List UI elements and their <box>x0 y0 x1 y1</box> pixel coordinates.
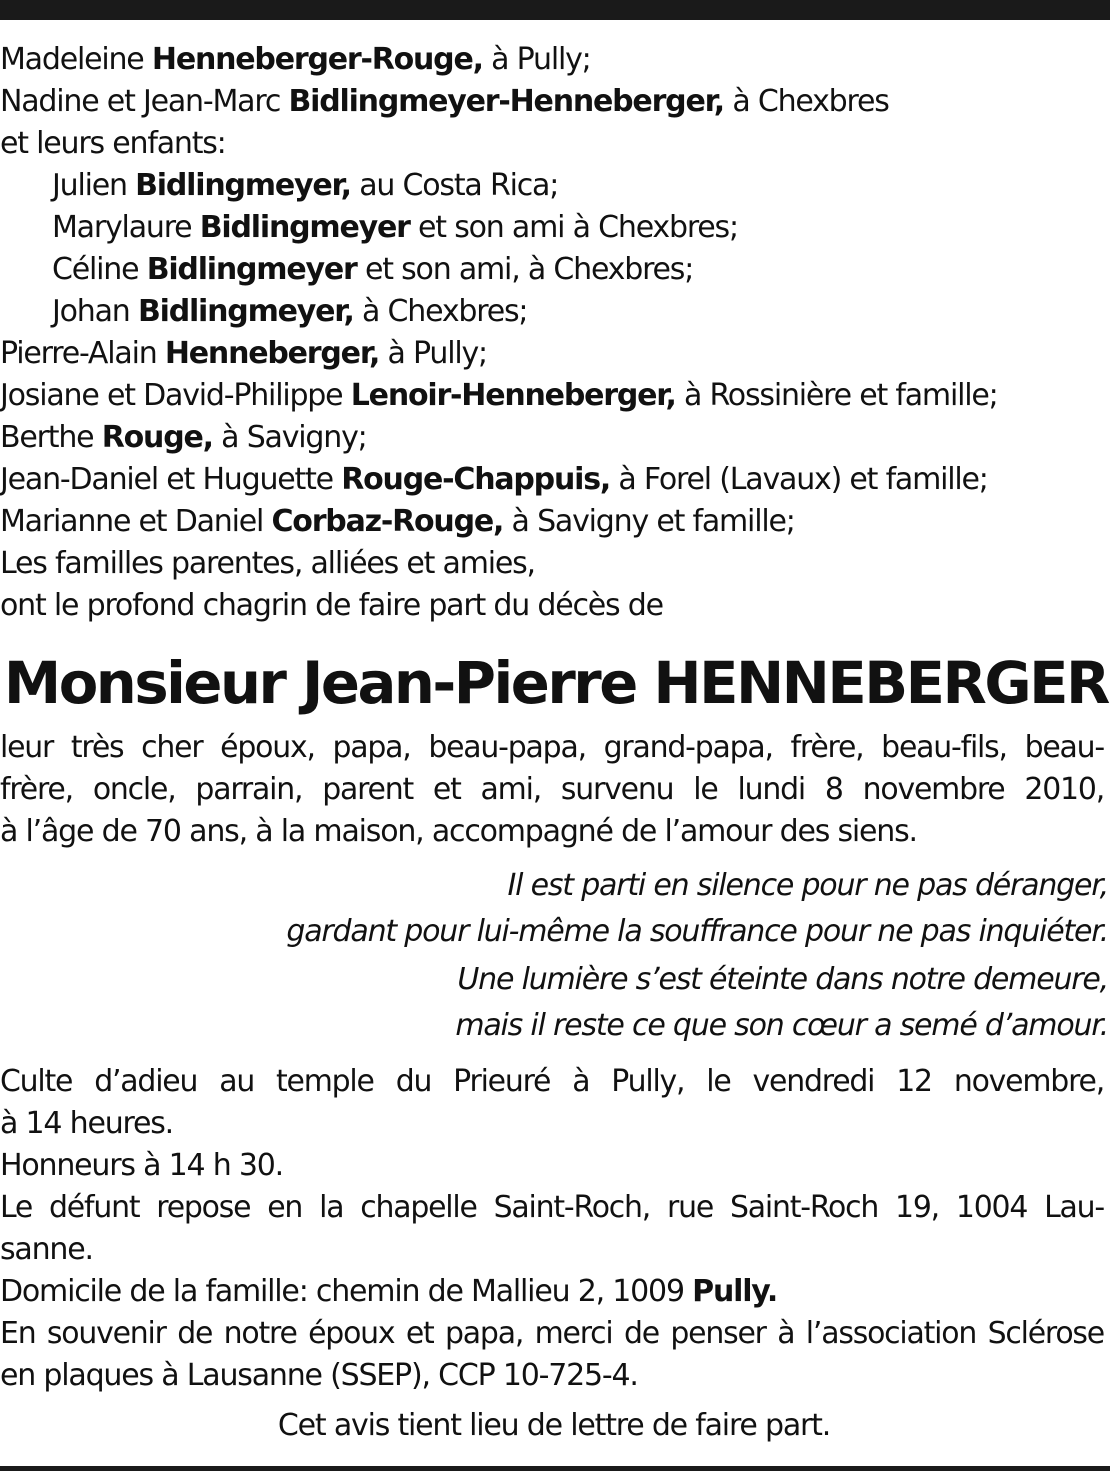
memory-line: en plaques à Lausanne (SSEP), CCP 10-725-4. <box>0 1358 638 1393</box>
honours-line: Honneurs à 14 h 30. <box>0 1148 284 1183</box>
family-list <box>0 39 1108 627</box>
poem-line: mais il reste ce que son cœur a semé d’amour. <box>455 1008 1108 1043</box>
description-line: à l’âge de 70 ans, à la maison, accompagné de l’amour des siens. <box>0 814 917 849</box>
deceased-name: Monsieur Jean-Pierre HENNEBERGER <box>3 649 1108 717</box>
poem-line: Il est parti en silence pour ne pas déranger, <box>507 868 1108 903</box>
poem-stanza <box>0 863 1108 955</box>
bottom-rule <box>0 1466 1110 1471</box>
poem-line: Une lumière s’est éteinte dans notre demeure, <box>457 962 1108 997</box>
top-rule <box>0 0 1110 20</box>
family-line: Josiane et David-Philippe Lenoir-Henneberger, à Rossinière et famille; <box>0 378 998 413</box>
family-line-child: Marylaure Bidlingmeyer et son ami à Chexbres; <box>52 210 738 245</box>
poem <box>0 863 1108 1049</box>
family-line: Madeleine Henneberger-Rouge, à Pully; <box>0 42 591 77</box>
family-line: Berthe Rouge, à Savigny; <box>0 420 367 455</box>
rest-line: Le défunt repose en la chapelle Saint-Roch, rue Saint-Roch 19, 1004 Lau- <box>0 1190 1105 1225</box>
family-line-child: Céline Bidlingmeyer et son ami, à Chexbres; <box>52 252 694 287</box>
rest-line: sanne. <box>0 1232 93 1267</box>
poem-stanza <box>0 957 1108 1049</box>
family-line: et leurs enfants: <box>0 126 226 161</box>
poem-line: gardant pour lui-même la souffrance pour ne pas inquiéter. <box>286 914 1108 949</box>
family-line: Marianne et Daniel Corbaz-Rouge, à Savigny et famille; <box>0 504 795 539</box>
service-line: Culte d’adieu au temple du Prieuré à Pully, le vendredi 12 novembre, <box>0 1064 1105 1099</box>
obituary-notice <box>0 39 1108 1447</box>
memory-line: En souvenir de notre époux et papa, merci de penser à l’association Sclérose <box>0 1316 1105 1351</box>
family-line-child: Julien Bidlingmeyer, au Costa Rica; <box>52 168 559 203</box>
family-line: Jean-Daniel et Huguette Rouge-Chappuis, à Forel (Lavaux) et famille; <box>0 462 988 497</box>
family-line: Les familles parentes, alliées et amies, <box>0 546 535 581</box>
description-line: frère, oncle, parrain, parent et ami, survenu le lundi 8 novembre 2010, <box>0 772 1105 807</box>
closing-note: Cet avis tient lieu de lettre de faire part. <box>277 1408 831 1443</box>
funeral-details <box>0 1061 1108 1397</box>
home-line: Domicile de la famille: chemin de Mallieu 2, 1009 Pully. <box>0 1274 778 1309</box>
description-line: leur très cher époux, papa, beau-papa, grand-papa, frère, beau-fils, beau- <box>0 730 1105 765</box>
family-line: Nadine et Jean-Marc Bidlingmeyer-Henneberger, à Chexbres <box>0 84 889 119</box>
service-line: à 14 heures. <box>0 1106 174 1141</box>
family-line-child: Johan Bidlingmeyer, à Chexbres; <box>52 294 528 329</box>
family-line: Pierre-Alain Henneberger, à Pully; <box>0 336 487 371</box>
family-line: ont le profond chagrin de faire part du décès de <box>0 588 663 623</box>
description <box>0 727 1108 853</box>
